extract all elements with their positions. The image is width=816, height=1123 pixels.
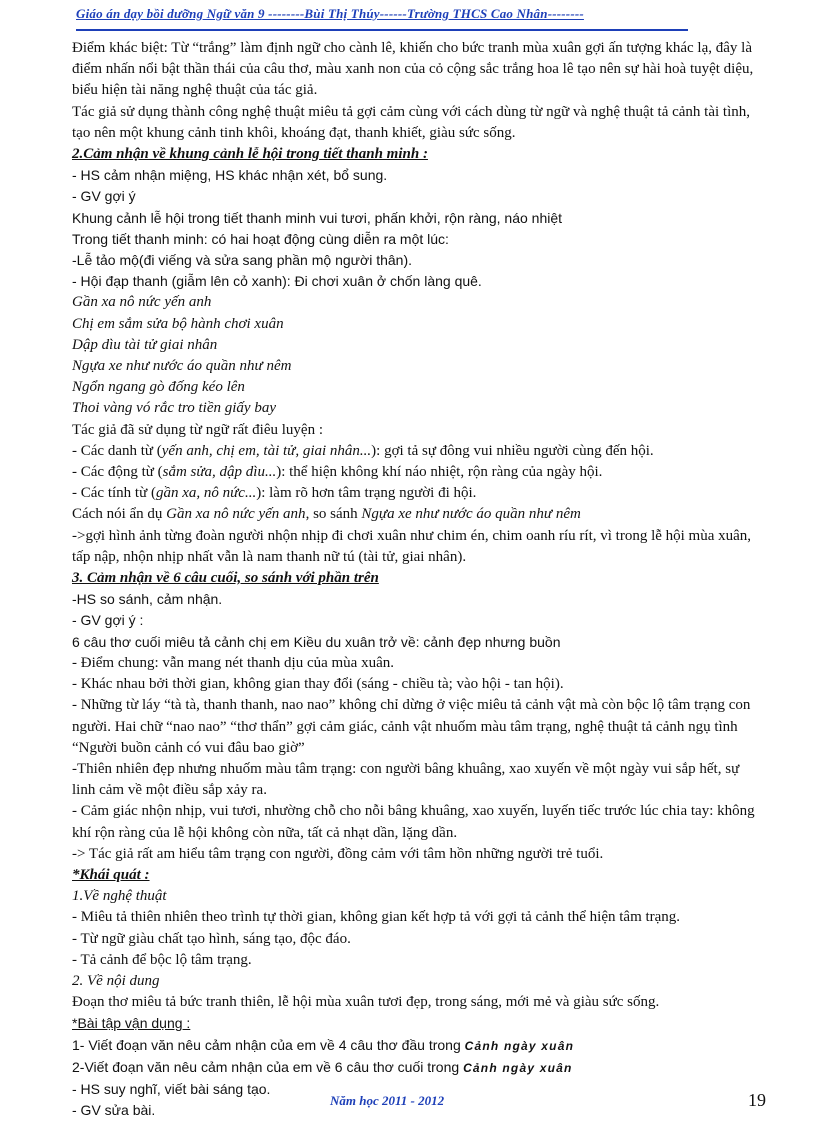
text-line: - HS cảm nhận miệng, HS khác nhận xét, bổ sung. <box>72 167 388 184</box>
subheading: 1.Về nghệ thuật <box>72 888 167 905</box>
paragraph: - Những từ láy “tà tà, thanh thanh, nao nao” không chỉ dừng ở việc miêu tả cảnh vật mà còn bộc lộ tâm trạng con người. Hai chữ “nao nao” “thơ thẩn” gợi cảm giác, cảnh vật nhuốm màu tâm trạng, nghệ thuật tả cảnh ngụ tình “Người buồn cảnh có vui đâu bao giờ” <box>72 697 751 756</box>
poem-line: Dập dìu tài tử giai nhân <box>72 336 218 353</box>
text-line: - GV gợi ý : <box>72 612 144 629</box>
section-heading: 2.Cảm nhận về khung cảnh lễ hội trong tiết thanh minh : <box>72 146 428 163</box>
analysis-line: - Các danh từ (yến anh, chị em, tài tử, giai nhân...): gợi tả sự đông vui nhiều người cùng đến hội. <box>72 442 654 459</box>
subheading: 2. Về nội dung <box>72 972 160 989</box>
text-line: - GV sửa bài. <box>72 1102 156 1119</box>
analysis-line: - Các tính từ (gần xa, nô nức...): làm rõ hơn tâm trạng người đi hội. <box>72 485 477 502</box>
paragraph: - Miêu tả thiên nhiên theo trình tự thời gian, không gian kết hợp tả với gợi tả cảnh thể hiện tâm trạng. <box>72 909 681 926</box>
summary-heading: *Khái quát : <box>72 866 150 883</box>
analysis-line: - Các động từ (sắm sửa, dập dìu...): thể hiện không khí náo nhiệt, rộn ràng của ngày hội. <box>72 464 603 481</box>
text-line: - Khác nhau bởi thời gian, không gian thay đổi (sáng - chiều tà; vào hội - tan hội). <box>72 676 564 693</box>
paragraph: -Thiên nhiên đẹp nhưng nhuốm màu tâm trạng: con người bâng khuâng, xao xuyến về một ngày vui sắp hết, sự linh cảm về một điều sắp xảy ra. <box>72 760 740 799</box>
text-line: Tác giả đã sử dụng từ ngữ rất điêu luyện : <box>72 421 323 438</box>
analysis-line: Cách nói ẩn dụ Gần xa nô nức yến anh, so sánh Ngựa xe như nước áo quần như nêm <box>72 506 581 523</box>
section-heading: 3. Cảm nhận về 6 câu cuối, so sánh với phần trên <box>72 570 379 587</box>
text-line: Trong tiết thanh minh: có hai hoạt động cùng diễn ra một lúc: <box>72 230 449 247</box>
text-line: - Hội đạp thanh (giẫm lên cỏ xanh): Đi chơi xuân ở chốn làng quê. <box>72 273 482 290</box>
text-line: -> Tác giả rất am hiểu tâm trạng con người, đồng cảm với tâm hồn những người trẻ tuổi. <box>72 845 604 862</box>
paragraph: Tác giả sử dụng thành công nghệ thuật miêu tả gợi cảm cùng với cách dùng từ ngữ và nghệ thuật tả cảnh tài tình, tạo nên một khung cảnh tinh khôi, khoáng đạt, thanh khiết, giàu sức sống. <box>72 103 750 141</box>
page-content <box>72 38 762 1121</box>
exercise-item: 2-Viết đoạn văn nêu cảm nhận của em về 6 câu thơ cuối trong Cảnh ngày xuân <box>72 1058 573 1075</box>
text-line: - HS suy nghĩ, viết bài sáng tạo. <box>72 1080 271 1097</box>
paragraph: ->gợi hình ảnh từng đoàn người nhộn nhịp đi chơi xuân như chim én, chim oanh ríu rít, vì trong lễ hội mùa xuân, tấp nập, nhộn nhịp nhất vẫn là nam thanh nữ tú (tài tử, giai nhân). <box>72 527 752 565</box>
page-header: Giáo án dạy bồi dưỡng Ngữ văn 9 --------Bùi Thị Thúy------Trường THCS Cao Nhân-------- <box>76 6 584 21</box>
page-number: 19 <box>748 1090 766 1110</box>
text-line: 6 câu thơ cuối miêu tả cảnh chị em Kiều du xuân trở về: cảnh đẹp nhưng buồn <box>72 633 561 650</box>
poem-line: Ngựa xe như nước áo quần như nêm <box>72 358 292 375</box>
poem-line: Gần xa nô nức yến anh <box>72 294 212 311</box>
header-rule <box>76 29 688 31</box>
exercise-item: 1- Viết đoạn văn nêu cảm nhận của em về 4 câu thơ đầu trong Cảnh ngày xuân <box>72 1036 575 1053</box>
text-line: - Điểm chung: vẫn mang nét thanh dịu của mùa xuân. <box>72 654 394 671</box>
text-line: -HS so sánh, cảm nhận. <box>72 591 223 608</box>
paragraph: - Cảm giác nhộn nhịp, vui tươi, nhường chỗ cho nỗi bâng khuâng, xao xuyến, luyến tiếc trước lúc chia tay: không khí rộn ràng của lễ hội không còn nữa, tất cả nhạt dần, lặng dần. <box>72 803 755 841</box>
poem-line: Thoi vàng vó rắc tro tiền giấy bay <box>72 400 276 417</box>
poem-line: Chị em sắm sửa bộ hành chơi xuân <box>72 315 284 332</box>
text-line: - Từ ngữ giàu chất tạo hình, sáng tạo, độc đáo. <box>72 930 351 947</box>
text-line: -Lễ tảo mộ(đi viếng và sửa sang phần mộ người thân). <box>72 252 412 269</box>
footer-year: Năm học 2011 - 2012 <box>330 1093 445 1108</box>
text-line: - Tả cảnh để bộc lộ tâm trạng. <box>72 951 252 968</box>
text-line: - GV gợi ý <box>72 188 136 205</box>
exercise-heading: *Bài tập vận dụng : <box>72 1015 191 1032</box>
text-line: Đoạn thơ miêu tả bức tranh thiên, lễ hội mùa xuân tươi đẹp, trong sáng, mới mẻ và giàu sức sống. <box>72 994 660 1011</box>
paragraph: Điểm khác biệt: Từ “trắng” làm định ngữ cho cành lê, khiến cho bức tranh mùa xuân gợi ấn tượng khác lạ, đây là điểm nhấn nổi bật thần thái của câu thơ, màu xanh non của cỏ cộng sắc trắng hoa lê tạo nên sự hài hoà tuyệt diệu, biểu hiện tài năng nghệ thuật của tác giả. <box>72 40 754 99</box>
poem-line: Ngổn ngang gò đống kéo lên <box>72 379 245 396</box>
text-line: Khung cảnh lễ hội trong tiết thanh minh vui tươi, phấn khởi, rộn ràng, náo nhiệt <box>72 209 563 226</box>
